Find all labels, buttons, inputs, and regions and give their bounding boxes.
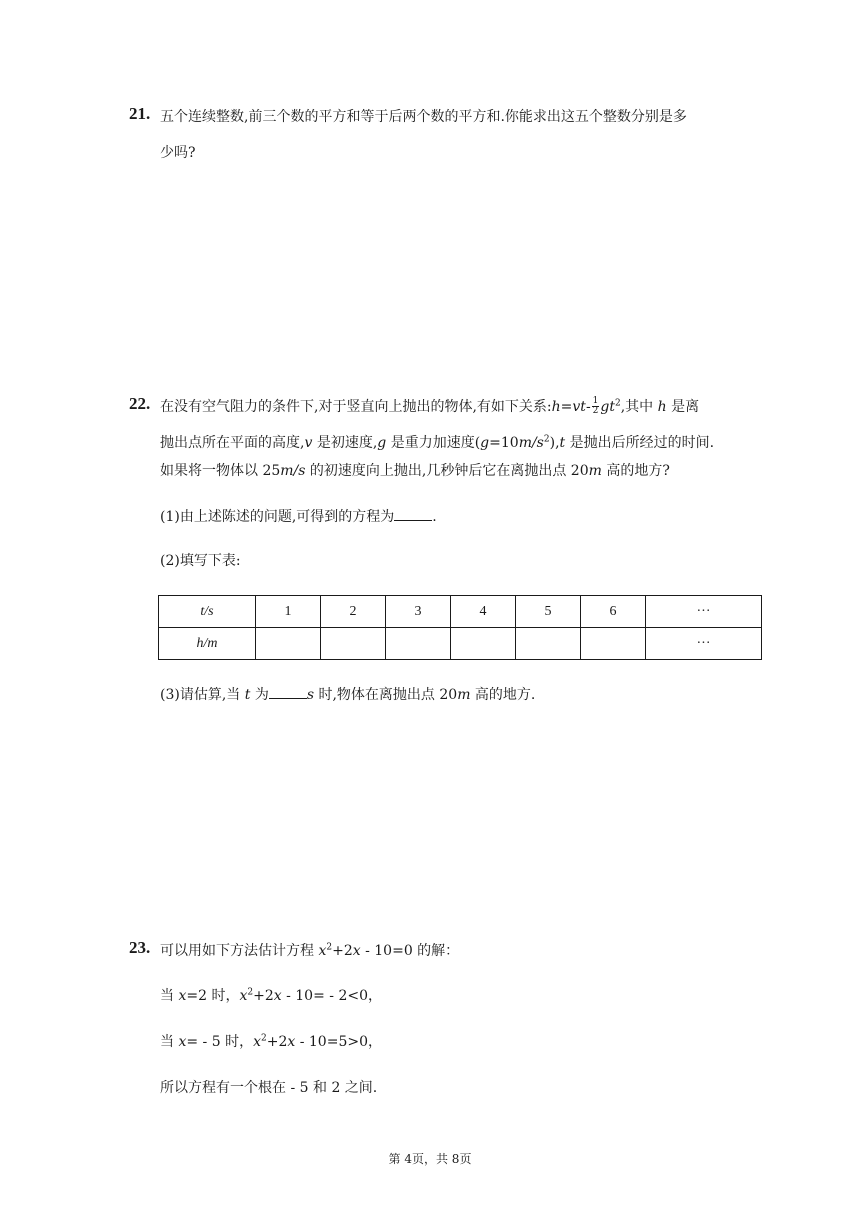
q22-part-2: (2)填写下表:: [160, 553, 241, 569]
table-cell-empty: [321, 628, 386, 660]
q23-line-3: 当 x= - 5 时，$x^2+2x - 10=5>0$，: [160, 1033, 382, 1050]
table-cell: 6: [581, 596, 646, 628]
table-cell: 4: [451, 596, 516, 628]
q23-line-1: 可以用如下方法估计方程 $x^2+2x - 10=0$ 的解：: [160, 942, 460, 959]
question-number-23: 23.: [129, 938, 151, 957]
table-cell-empty: [256, 628, 321, 660]
q22-line-3: 如果将一物体以 25m/s 的初速度向上抛出,几秒钟后它在离抛出点 20m 高的地方?: [160, 463, 670, 479]
table-cell-empty: [386, 628, 451, 660]
q21-line-2: 少吗?: [160, 145, 196, 161]
table-cell-ellipsis: ···: [646, 596, 762, 628]
q22-line-2: 抛出点所在平面的高度,v 是初速度,g 是重力加速度$(g=10m/s^2),t$ 是抛出后所经过的时间.: [160, 434, 715, 451]
q23-line-4: 所以方程有一个根在 - 5 和 2 之间.: [160, 1080, 378, 1096]
q22-line-1: 在没有空气阻力的条件下,对于竖直向上抛出的物体,有如下关系:h=vt- $\frac{1}{2}$ $gt^2$,其中 h 是离: [160, 395, 700, 416]
table-cell-empty: [581, 628, 646, 660]
table-cell-ellipsis: ···: [646, 628, 762, 660]
table-cell: 5: [516, 596, 581, 628]
question-number-21: 21.: [129, 104, 151, 123]
answer-blank-1: [394, 506, 432, 521]
page-footer: 第 4页，共 8页: [388, 1152, 472, 1166]
table-header-time: t/s: [159, 596, 256, 628]
table-cell-empty: [516, 628, 581, 660]
table-cell: 2: [321, 596, 386, 628]
table-row: [159, 596, 762, 628]
answer-blank-2: [269, 684, 307, 699]
q21-line-1: 五个连续整数,前三个数的平方和等于后两个数的平方和.你能求出这五个整数分别是多: [160, 109, 687, 125]
q22-part-3: (3)请估算,当 t 为 s 时,物体在离抛出点 20m 高的地方.: [160, 684, 535, 704]
table-cell-empty: [451, 628, 516, 660]
q22-part-1: (1)由上述陈述的问题,可得到的方程为 .: [160, 506, 437, 526]
one-half-fraction: $\frac{1}{2}$: [592, 395, 599, 416]
table-cell: 3: [386, 596, 451, 628]
table-row: [159, 628, 762, 660]
table-header-height: h/m: [159, 628, 256, 660]
time-height-table: [158, 595, 762, 660]
table-cell: 1: [256, 596, 321, 628]
q23-line-2: 当 x=2 时，$x^2+2x - 10= - 2<0$，: [160, 987, 382, 1004]
question-number-22: 22.: [129, 394, 151, 413]
